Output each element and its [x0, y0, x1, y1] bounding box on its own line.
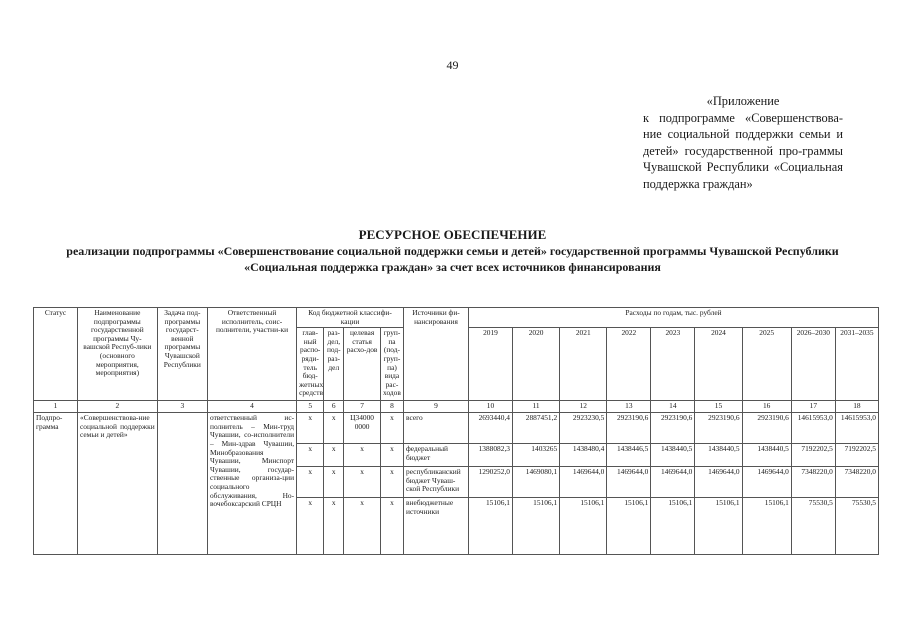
header-code-target: целевая статья расхо-дов [344, 328, 381, 401]
source-cell: федеральный бюджет [404, 444, 469, 467]
header-year-2025: 2025 [742, 328, 791, 401]
header-code-group: груп-па (под-груп-па) вида рас-ходов [380, 328, 403, 401]
column-number: 17 [791, 401, 835, 413]
code-cell: x [380, 444, 403, 467]
value-cell: 1469644,0 [742, 467, 791, 498]
value-cell: 2693440,4 [468, 413, 512, 444]
header-row-1 [34, 308, 879, 328]
value-cell: 1438440,5 [695, 444, 742, 467]
value-cell: 1290252,0 [468, 467, 512, 498]
column-number: 10 [468, 401, 512, 413]
column-number: 1 [34, 401, 78, 413]
value-cell: 1388082,3 [468, 444, 512, 467]
code-cell: x [324, 413, 344, 444]
code-cell: x [297, 413, 324, 444]
column-number: 7 [344, 401, 381, 413]
header-year-2023: 2023 [651, 328, 695, 401]
status-cell: Подпро-грамма [34, 413, 78, 555]
header-code-main-manager: глав-ный распо-ряди-тель бюд-жетных средств [297, 328, 324, 401]
header-status: Статус [34, 308, 78, 401]
code-cell: x [297, 444, 324, 467]
appendix-rest: к подпрограмме «Совершенствова-ние социальной поддержки семьи и детей» государственной про-граммы Чувашской Республики «Социальная поддержка граждан» [643, 110, 843, 191]
column-number: 4 [207, 401, 296, 413]
value-cell: 1403265 [513, 444, 560, 467]
document-title: РЕСУРСНОЕ ОБЕСПЕЧЕНИЕ [358, 227, 547, 242]
column-number: 11 [513, 401, 560, 413]
source-cell: республиканский бюджет Чуваш-ской Республики [404, 467, 469, 498]
value-cell: 7192202,5 [791, 444, 835, 467]
value-cell: 14615953,0 [835, 413, 878, 444]
value-cell: 2923190,6 [695, 413, 742, 444]
value-cell: 7192202,5 [835, 444, 878, 467]
header-year-2019: 2019 [468, 328, 512, 401]
column-number: 3 [157, 401, 207, 413]
code-cell: x [380, 467, 403, 498]
code-cell: x [324, 498, 344, 555]
value-cell: 1438440,5 [742, 444, 791, 467]
appendix-line1: «Приложение [706, 94, 780, 108]
value-cell: 1469644,0 [560, 467, 607, 498]
value-cell: 2887451,2 [513, 413, 560, 444]
code-cell: x [297, 467, 324, 498]
header-year-2020: 2020 [513, 328, 560, 401]
code-cell: x [344, 467, 381, 498]
code-cell: Ц34000 0000 [344, 413, 381, 444]
source-cell: внебюджетные источники [404, 498, 469, 555]
header-year-2024: 2024 [695, 328, 742, 401]
value-cell: 1469080,1 [513, 467, 560, 498]
header-year-2022: 2022 [607, 328, 651, 401]
header-source: Источники фи-нансирования [404, 308, 469, 401]
header-year-2031-2035: 2031–2035 [835, 328, 878, 401]
header-budget-code: Код бюджетной классифи-кации [297, 308, 404, 328]
code-cell: x [344, 498, 381, 555]
column-number-row [34, 401, 879, 413]
value-cell: 2923190,6 [651, 413, 695, 444]
value-cell: 75530,5 [835, 498, 878, 555]
value-cell: 1438440,5 [651, 444, 695, 467]
document-subtitle: реализации подпрограммы «Совершенствование социальной поддержки семьи и детей» государственной программы Чувашской Республики «Социальная поддержка граждан» за счет всех источников финансирования [66, 244, 839, 274]
page-number: 49 [446, 58, 459, 72]
value-cell: 2923230,5 [560, 413, 607, 444]
appendix-note [643, 93, 843, 193]
value-cell: 15106,1 [468, 498, 512, 555]
value-cell: 1438480,4 [560, 444, 607, 467]
header-code-section: раз-дел, под-раз-дел [324, 328, 344, 401]
code-cell: x [380, 413, 403, 444]
column-number: 16 [742, 401, 791, 413]
code-cell: x [297, 498, 324, 555]
code-cell: x [344, 444, 381, 467]
header-year-2026-2030: 2026–2030 [791, 328, 835, 401]
column-number: 6 [324, 401, 344, 413]
column-number: 9 [404, 401, 469, 413]
value-cell: 15106,1 [695, 498, 742, 555]
header-responsible: Ответственный исполнитель, соис-полнители, участни-ки [207, 308, 296, 401]
header-expenses: Расходы по годам, тыс. рублей [468, 308, 878, 328]
value-cell: 2923190,6 [607, 413, 651, 444]
column-number: 18 [835, 401, 878, 413]
column-number: 5 [297, 401, 324, 413]
header-year-2021: 2021 [560, 328, 607, 401]
column-number: 14 [651, 401, 695, 413]
code-cell: x [324, 444, 344, 467]
code-cell: x [380, 498, 403, 555]
value-cell: 7348220,0 [791, 467, 835, 498]
code-cell: x [324, 467, 344, 498]
value-cell: 1469644,0 [651, 467, 695, 498]
value-cell: 75530,5 [791, 498, 835, 555]
source-cell: всего [404, 413, 469, 444]
header-task: Задача под-программы государст-венной программы Чувашской Республики [157, 308, 207, 401]
value-cell: 1469644,0 [607, 467, 651, 498]
column-number: 15 [695, 401, 742, 413]
value-cell: 15106,1 [607, 498, 651, 555]
value-cell: 2923190,6 [742, 413, 791, 444]
value-cell: 14615953,0 [791, 413, 835, 444]
column-number: 12 [560, 401, 607, 413]
responsible-cell: ответственный ис-полнитель – Мин-труд Чувашии, со-исполнители – Мин-здрав Чувашии, Минобразования Чувашии, Минспорт Чувашии, государ-ственные организа-ции социального обслуживания, Но-вочебоксарский СРЦН [207, 413, 296, 555]
value-cell: 15106,1 [560, 498, 607, 555]
program-name-cell: «Совершенствова-ние социальной поддержки семьи и детей» [78, 413, 158, 555]
column-number: 8 [380, 401, 403, 413]
value-cell: 15106,1 [651, 498, 695, 555]
value-cell: 7348220,0 [835, 467, 878, 498]
value-cell: 1469644,0 [695, 467, 742, 498]
value-cell: 1438446,5 [607, 444, 651, 467]
table-row [34, 413, 879, 444]
column-number: 13 [607, 401, 651, 413]
value-cell: 15106,1 [742, 498, 791, 555]
value-cell: 15106,1 [513, 498, 560, 555]
header-name: Наименование подпрограммы государственной программы Чу-вашской Респуб-лики (основного мероприятия, мероприятия) [78, 308, 158, 401]
resource-table [33, 307, 879, 555]
task-cell [157, 413, 207, 555]
column-number: 2 [78, 401, 158, 413]
